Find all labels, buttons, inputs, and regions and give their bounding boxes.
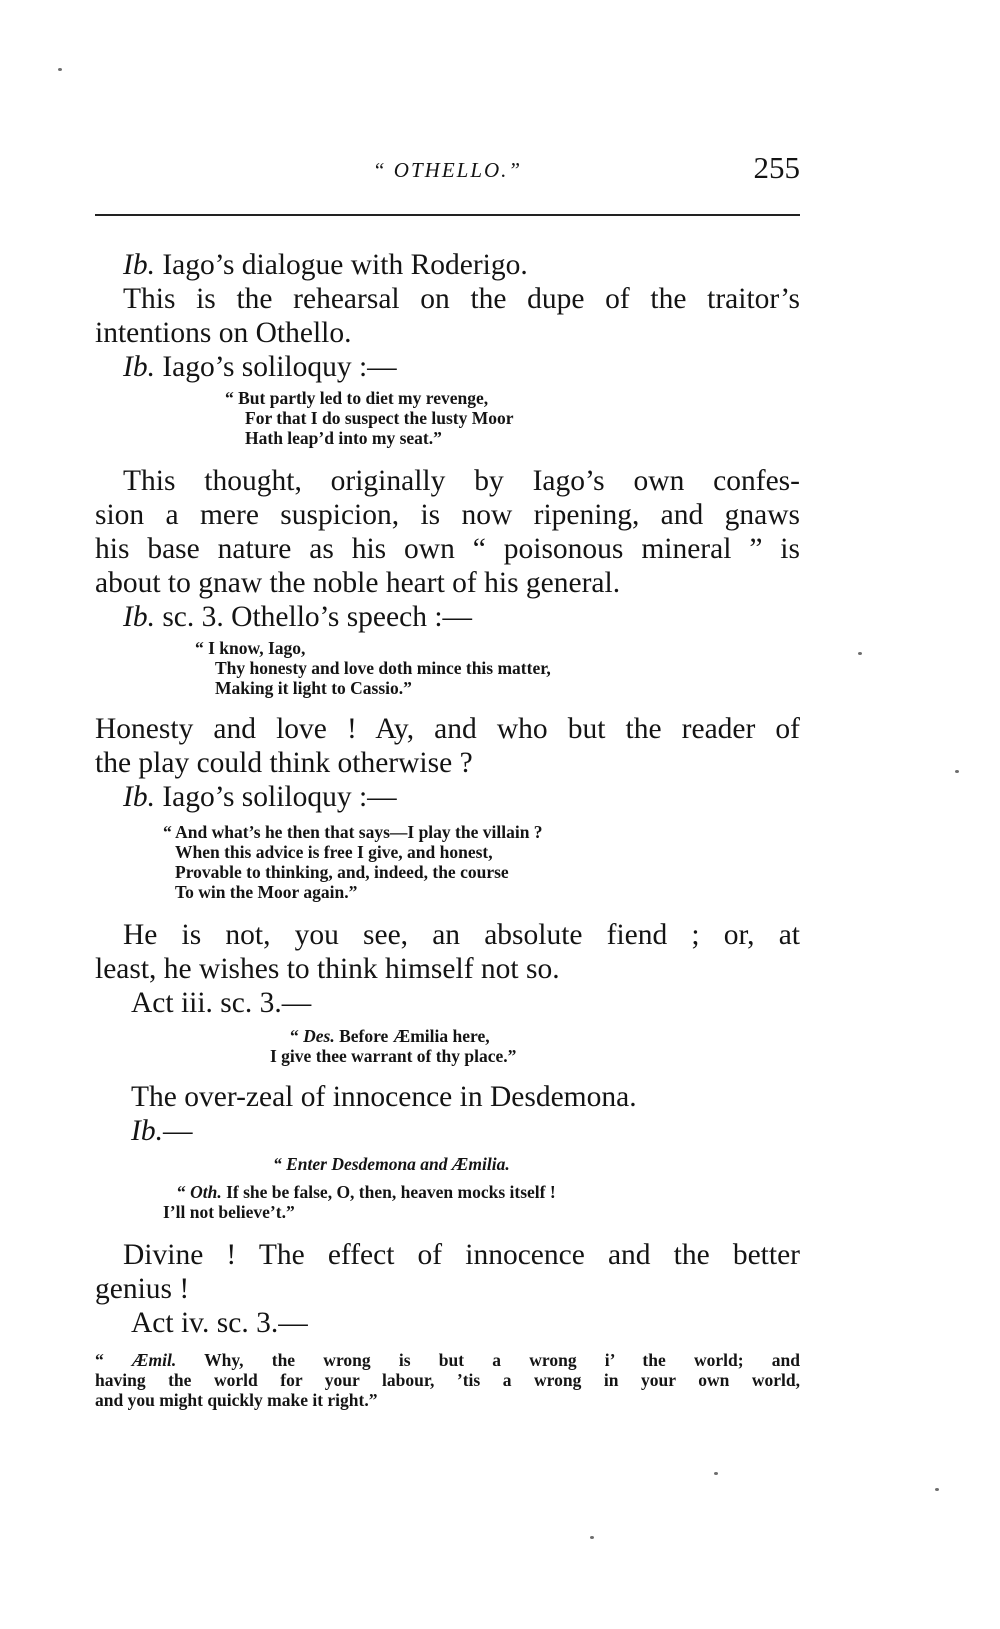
paragraph-text: — [162,1115,193,1147]
paper-speck [955,770,959,773]
quote-line: “ And what’s he then that says—I play the villain ? [163,822,543,842]
quote-line: having the world for your labour, ’tis a wrong in your own world, [95,1370,800,1390]
speaker-name: Des. [303,1026,335,1046]
paragraph-text: Iago’s dialogue with Roderigo. [154,249,528,281]
speaker-name: Æmil. [131,1350,177,1370]
quotation-emilia [95,1350,800,1410]
running-title: “ OTHELLO.” [372,158,523,182]
quote-text: Why, the wrong is but a wrong i’ the world; and [176,1350,800,1370]
paragraph-ib-soliloquy [95,350,800,384]
quotation-honesty [95,638,800,698]
paragraph-line: He is not, you see, an absolute fiend ; or, at [123,919,800,951]
quote-line: Hath leap’d into my seat.” [245,428,442,448]
scene-reference: Ib. [123,601,155,633]
paper-speck [714,1472,718,1475]
paragraph-line: the play could think otherwise ? [95,747,473,779]
quote-lead: “ [177,1182,191,1202]
paragraph-line: Honesty and love ! Ay, and who but the reader of [95,713,800,745]
quote-line: I give thee warrant of thy place.” [270,1046,517,1066]
paper-speck [58,68,62,71]
quotation-desdemona [95,1026,800,1066]
quote-line: To win the Moor again.” [175,882,358,902]
act-reference: Act iii. sc. 3.— [131,987,312,1019]
paragraph-line: sion a mere suspicion, is now ripening, and gnaws [95,499,800,531]
quote-line: For that I do suspect the lusty Moor [245,408,514,428]
scene-reference: Ib. [123,249,155,281]
paragraph-ib-dialogue [95,248,800,282]
quote-line: Making it light to Cassio.” [215,678,412,698]
quote-line: Thy honesty and love doth mince this matter, [215,658,551,678]
paragraph-text: Iago’s soliloquy :— [154,781,397,813]
quote-lead: “ [95,1350,132,1370]
page-number: 255 [753,150,800,185]
quote-text: Before Æmilia here, [334,1026,490,1046]
paragraph-text: Iago’s soliloquy :— [154,351,397,383]
quote-line: I’ll not believe’t.” [163,1202,295,1222]
paragraph-othello-speech [95,600,800,634]
paper-speck [858,652,862,655]
quotation-revenge [95,388,800,448]
paragraph-line: genius ! [95,1273,190,1305]
stage-direction: “ Enter Desdemona and Æmilia. [273,1154,510,1174]
quote-line: “ I know, Iago, [195,638,306,658]
paragraph-text: sc. 3. Othello’s speech :— [154,601,473,633]
quote-line [95,1350,800,1370]
paragraph-ib [95,1114,800,1148]
quotation-othello [95,1154,800,1222]
scene-reference: Ib. [123,781,155,813]
quote-line: When this advice is free I give, and honest, [175,842,493,862]
paragraph-ib-soliloquy [95,780,800,814]
quote-line [95,1026,800,1046]
quote-lead: “ [290,1026,304,1046]
header-rule [95,214,800,216]
paragraph-line: This is the rehearsal on the dupe of the traitor’s [123,283,800,315]
paper-speck [935,1488,939,1491]
paragraph-line: Divine ! The effect of innocence and the better [123,1239,800,1271]
paragraph-line: intentions on Othello. [95,317,352,349]
paragraph-line: This thought, originally by Iago’s own confes- [123,465,800,497]
page-body [95,248,800,1410]
paragraph-line: his base nature as his own “ poisonous mineral ” is [95,533,800,565]
scene-reference: Ib. [123,351,155,383]
page-header [95,150,800,200]
quotation-villain [95,822,800,902]
quote-line: and you might quickly make it right.” [95,1390,378,1410]
quote-line: “ But partly led to diet my revenge, [225,388,489,408]
quote-line: Provable to thinking, and, indeed, the course [175,862,509,882]
paragraph-line: The over-zeal of innocence in Desdemona. [131,1081,637,1113]
paragraph-line: about to gnaw the noble heart of his general. [95,567,621,599]
quote-line [95,1182,800,1202]
quote-text: If she be false, O, then, heaven mocks itself ! [221,1182,556,1202]
act-reference: Act iv. sc. 3.— [131,1307,308,1339]
paragraph-line: least, he wishes to think himself not so. [95,953,560,985]
paper-speck [590,1536,594,1539]
scene-reference: Ib. [131,1115,163,1147]
speaker-name: Oth. [190,1182,222,1202]
